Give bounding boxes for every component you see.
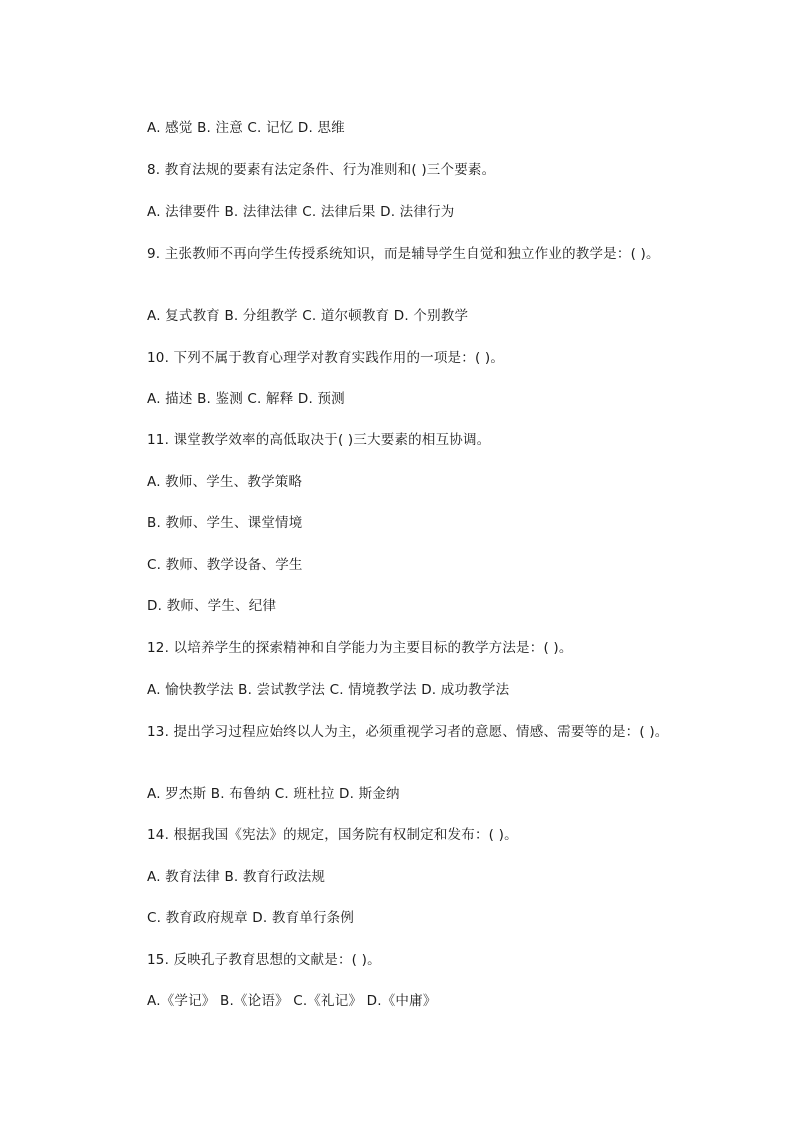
q11-option-a: A. 教师、学生、教学策略 bbox=[147, 474, 303, 490]
q15-question: 15. 反映孔子教育思想的文献是：( )。 bbox=[147, 952, 381, 968]
q10-options: A. 描述 B. 鉴测 C. 解释 D. 预测 bbox=[147, 391, 345, 407]
q8-question: 8. 教育法规的要素有法定条件、行为准则和( )三个要素。 bbox=[147, 162, 496, 178]
q13-options: A. 罗杰斯 B. 布鲁纳 C. 班杜拉 D. 斯金纳 bbox=[147, 786, 400, 802]
q9-options: A. 复式教育 B. 分组教学 C. 道尔顿教育 D. 个别教学 bbox=[147, 308, 469, 324]
q9-question: 9. 主张教师不再向学生传授系统知识，而是辅导学生自觉和独立作业的教学是：( )。 bbox=[147, 246, 660, 262]
q12-question: 12. 以培养学生的探索精神和自学能力为主要目标的教学方法是：( )。 bbox=[147, 640, 573, 656]
q12-options: A. 愉快教学法 B. 尝试教学法 C. 情境教学法 D. 成功教学法 bbox=[147, 682, 510, 698]
q13-question: 13. 提出学习过程应始终以人为主，必须重视学习者的意愿、情感、需要等的是：( )。 bbox=[147, 724, 669, 740]
q14-options-ab: A. 教育法律 B. 教育行政法规 bbox=[147, 869, 326, 885]
q11-option-b: B. 教师、学生、课堂情境 bbox=[147, 515, 303, 531]
q7-options: A. 感觉 B. 注意 C. 记忆 D. 思维 bbox=[147, 120, 345, 136]
q11-option-d: D. 教师、学生、纪律 bbox=[147, 598, 277, 614]
q11-question: 11. 课堂教学效率的高低取决于( )三大要素的相互协调。 bbox=[147, 432, 491, 448]
q15-options: A.《学记》 B.《论语》 C.《礼记》 D.《中庸》 bbox=[147, 993, 437, 1009]
q14-options-cd: C. 教育政府规章 D. 教育单行条例 bbox=[147, 910, 355, 926]
q8-options: A. 法律要件 B. 法律法律 C. 法律后果 D. 法律行为 bbox=[147, 204, 455, 220]
q10-question: 10. 下列不属于教育心理学对教育实践作用的一项是：( )。 bbox=[147, 350, 505, 366]
q11-option-c: C. 教师、教学设备、学生 bbox=[147, 557, 303, 573]
q14-question: 14. 根据我国《宪法》的规定，国务院有权制定和发布：( )。 bbox=[147, 827, 518, 843]
